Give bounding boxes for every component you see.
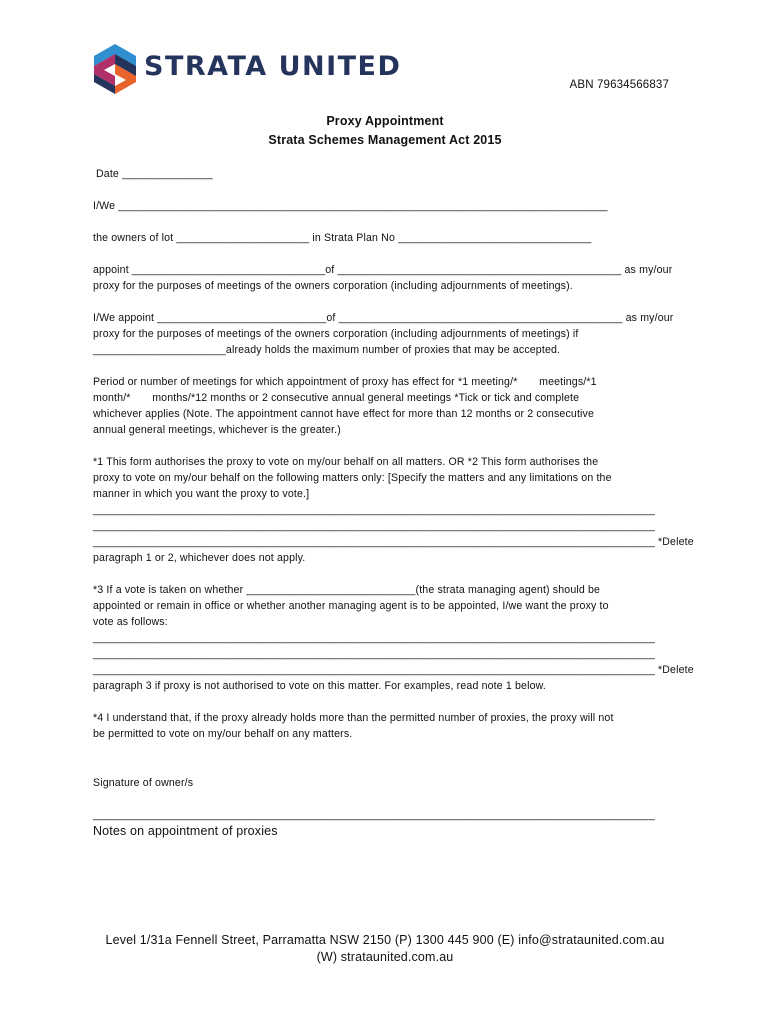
document-title: Proxy Appointment [326,114,444,128]
authorisation-text-2: proxy to vote on my/our behalf on the following matters only: [Specify the matters and any limitations on the [93,472,612,484]
strata-logo-icon [92,42,138,94]
period-text-3: whichever applies (Note. The appointment cannot have effect for more than 12 months or 2 consecutive [93,408,595,420]
period-text-4: annual general meetings, whichever is the greater.) [93,424,341,436]
vote-blank-line: _____________________________________________________________________________________________ [93,648,655,660]
appoint-proxy-line: appoint ________________________________of _______________________________________________ as my/our [93,264,673,276]
authorisation-text-1: *1 This form authorises the proxy to vote on my/our behalf on all matters. OR *2 This form authorises the [93,456,599,468]
matters-blank-line: _____________________________________________________________________________________________ [93,520,655,532]
managing-agent-text-1: *3 If a vote is taken on whether ____________________________(the strata managing agent) should be [93,584,601,596]
vote-blank-line-delete: _____________________________________________________________________________________________ *Delete [93,664,694,676]
period-text-1: Period or number of meetings for which appointment of proxy has effect for *1 meeting/* meetings/*1 [93,376,597,388]
strata-united-logo [92,42,402,94]
alternate-proxy-condition: ______________________already holds the maximum number of proxies that may be accepted. [93,344,561,356]
alternate-proxy-line: I/We appoint ____________________________of _______________________________________________ as my/our [93,312,674,324]
matters-blank-line-delete: _____________________________________________________________________________________________ *Delete [93,536,694,548]
managing-agent-text-3: vote as follows: [93,616,168,628]
notes-heading: Notes on appointment of proxies [93,824,278,838]
alternate-proxy-purpose: proxy for the purposes of meetings of the owners corporation (including adjournments of meetings) if [93,328,579,340]
authorisation-text-3: manner in which you want the proxy to vote.] [93,488,310,500]
appoint-proxy-purpose: proxy for the purposes of meetings of the owners corporation (including adjournments of meetings). [93,280,573,292]
authorisation-text-4: paragraph 1 or 2, whichever does not apply. [93,552,306,564]
lot-plan-field: the owners of lot ______________________ in Strata Plan No ________________________________ [93,232,592,244]
footer-address: Level 1/31a Fennell Street, Parramatta NSW 2150 (P) 1300 445 900 (E) info@strataunited.com.au [105,933,665,947]
footer-website: (W) strataunited.com.au [316,950,454,964]
proxy-limit-text-1: *4 I understand that, if the proxy already holds more than the permitted number of proxies, the proxy will not [93,712,614,724]
signature-label: Signature of owner/s [93,777,194,789]
period-text-2: month/* months/*12 months or 2 consecutive annual general meetings *Tick or tick and complete [93,392,580,404]
abn-number: ABN 79634566837 [569,79,669,91]
matters-blank-line: _____________________________________________________________________________________________ [93,504,655,516]
date-field: Date _______________ [96,168,213,180]
vote-blank-line: _____________________________________________________________________________________________ [93,632,655,644]
managing-agent-text-4: paragraph 3 if proxy is not authorised to vote on this matter. For examples, read note 1 below. [93,680,546,692]
signature-line: _____________________________________________________________________________________________ [93,809,655,821]
managing-agent-text-2: appointed or remain in office or whether another managing agent is to be appointed, I/we want the proxy to [93,600,609,612]
proxy-limit-text-2: be permitted to vote on my/our behalf on any matters. [93,728,353,740]
document-subtitle: Strata Schemes Management Act 2015 [268,133,502,147]
logo-wordmark: STRATA UNITED [144,51,402,82]
owner-name-field: I/We _________________________________________________________________________________ [93,200,608,212]
